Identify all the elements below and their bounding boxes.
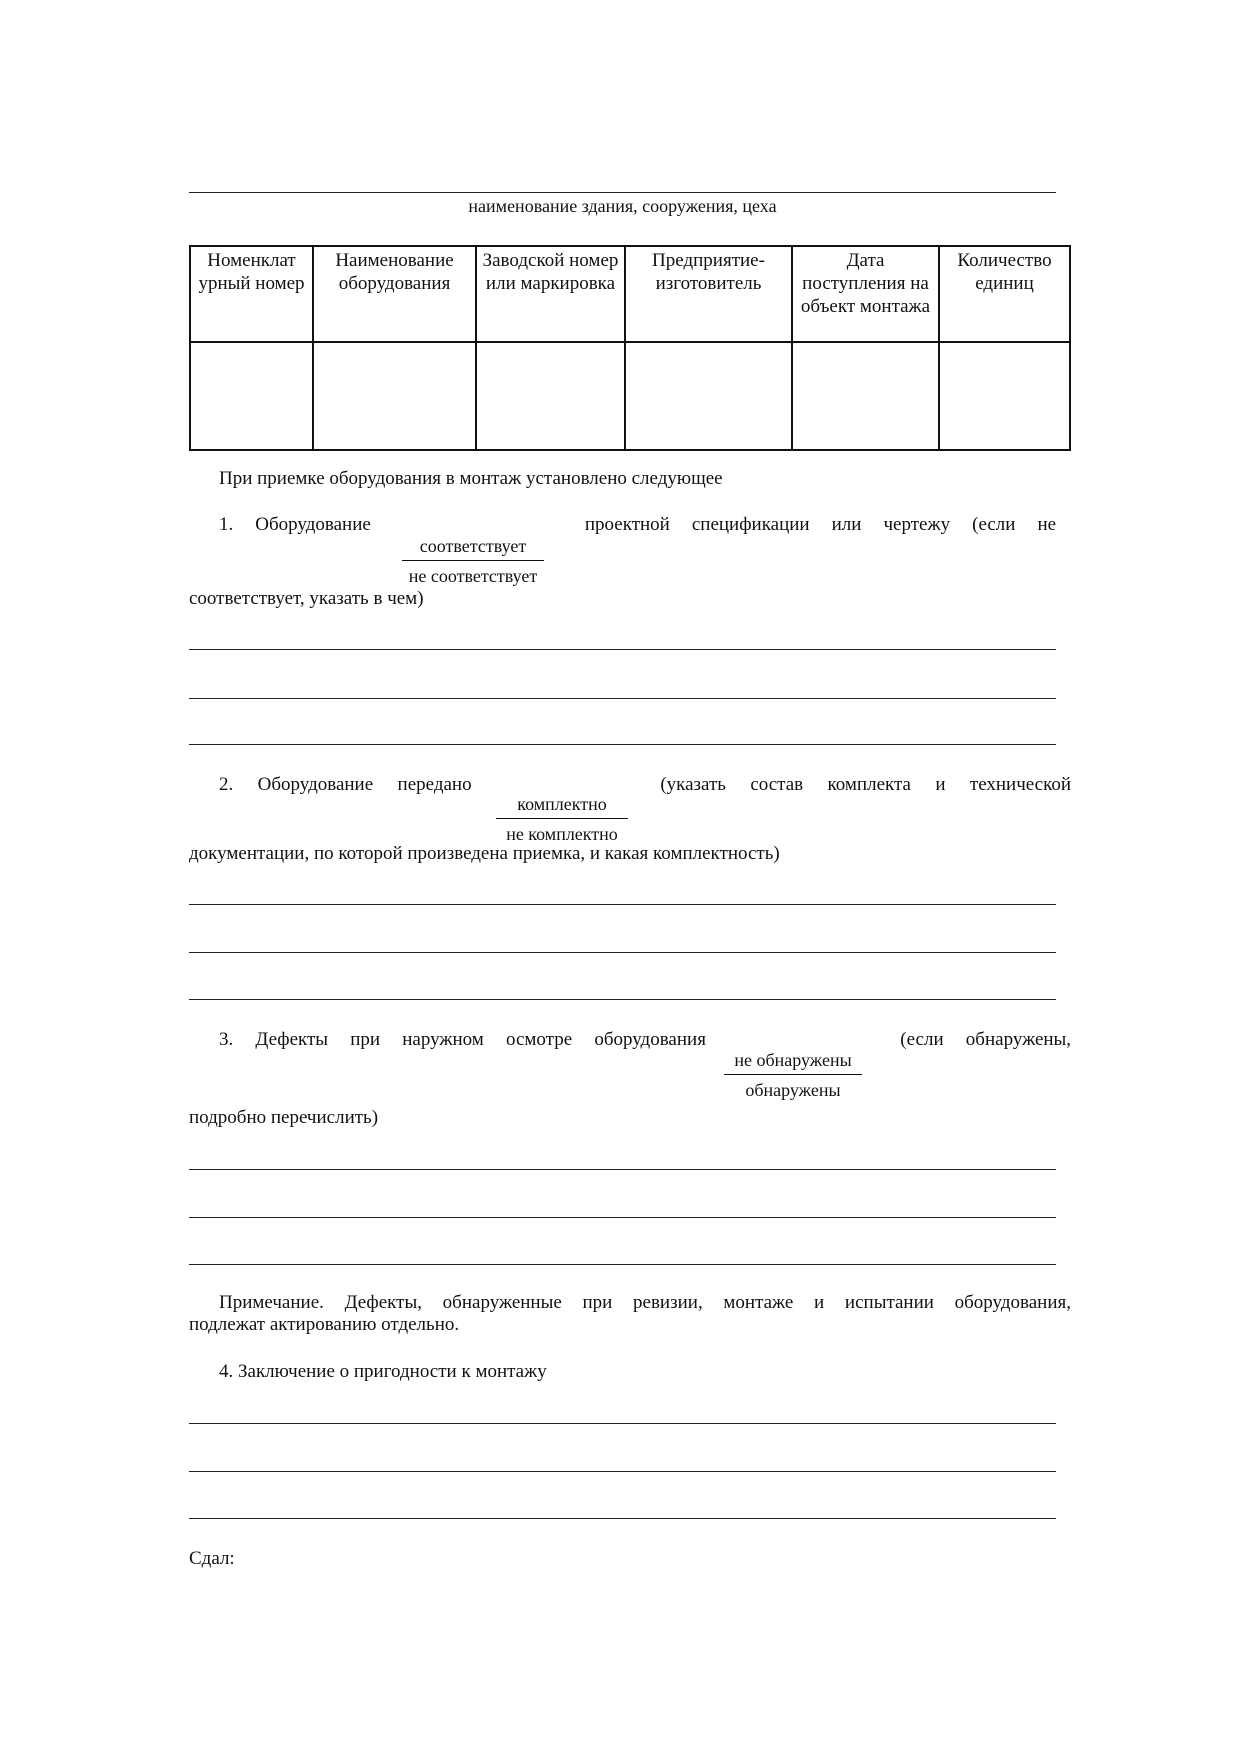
table-cell[interactable] — [625, 342, 792, 450]
blank-line[interactable] — [189, 649, 1056, 650]
word: при — [350, 1029, 381, 1050]
item4-heading: 4. Заключение о пригодности к монтажу — [219, 1361, 547, 1382]
intro-text: При приемке оборудования в монтаж установлено следующее — [219, 468, 723, 489]
item3-line — [189, 1029, 1071, 1051]
word: чертежу — [883, 514, 951, 535]
blank-line[interactable] — [189, 1264, 1056, 1265]
word: обнаружены, — [965, 1029, 1072, 1050]
blank-line[interactable] — [189, 744, 1056, 745]
table-cell[interactable] — [313, 342, 476, 450]
word: оборудования — [594, 1029, 706, 1050]
word: состав — [750, 774, 804, 795]
blank-line[interactable] — [189, 698, 1056, 699]
item3-continuation: подробно перечислить) — [189, 1107, 379, 1128]
conformity-choice — [402, 536, 544, 587]
blank-line[interactable] — [189, 904, 1056, 905]
word: технической — [969, 774, 1072, 795]
header-cell: Номенклат урный номер — [190, 246, 313, 342]
word: не — [1037, 514, 1057, 535]
header-cell: Заводской номер или маркировка — [476, 246, 625, 342]
word: Оборудование — [257, 774, 374, 795]
option-incomplete: не комплектно — [506, 824, 618, 844]
blank-line[interactable] — [189, 999, 1056, 1000]
option-not-found: не обнаружены — [724, 1050, 862, 1075]
completeness-choice — [496, 794, 628, 845]
word: и — [935, 774, 946, 795]
item1-line — [189, 514, 1056, 536]
word: (указать — [660, 774, 726, 795]
table-header-row — [190, 246, 1070, 342]
blank-line[interactable] — [189, 1518, 1056, 1519]
word: передано — [397, 774, 472, 795]
word: осмотре — [506, 1029, 573, 1050]
word: или — [831, 514, 862, 535]
blank-line[interactable] — [189, 1423, 1056, 1424]
header-cell: Наименование оборудования — [313, 246, 476, 342]
table-row — [190, 342, 1070, 450]
word: комплекта — [827, 774, 911, 795]
option-found: обнаружены — [745, 1080, 841, 1100]
option-not-conforms: не соответствует — [408, 566, 538, 586]
table-cell[interactable] — [939, 342, 1070, 450]
option-conforms: соответствует — [402, 536, 544, 561]
table-cell[interactable] — [190, 342, 313, 450]
defects-choice — [724, 1050, 862, 1101]
table-cell[interactable] — [476, 342, 625, 450]
header-cell: Предприятие-изготовитель — [625, 246, 792, 342]
blank-line[interactable] — [189, 1217, 1056, 1218]
blank-line[interactable] — [189, 1471, 1056, 1472]
header-cell: Дата поступления на объект монтажа — [792, 246, 939, 342]
word: (если — [900, 1029, 944, 1050]
blank-line[interactable] — [189, 952, 1056, 953]
building-name-line — [189, 192, 1056, 193]
word: спецификации — [691, 514, 810, 535]
building-caption: наименование здания, сооружения, цеха — [468, 196, 777, 216]
word: проектной — [584, 514, 670, 535]
word: Дефекты — [255, 1029, 329, 1050]
option-complete: комплектно — [496, 794, 628, 819]
word: Оборудование — [255, 514, 371, 535]
item1-continuation: соответствует, указать в чем) — [189, 588, 424, 609]
handed-over-label: Сдал: — [189, 1548, 235, 1569]
word: 3. — [219, 1029, 234, 1050]
equipment-table — [189, 245, 1071, 451]
word: 1. — [219, 514, 234, 535]
blank-line[interactable] — [189, 1169, 1056, 1170]
header-cell: Количество единиц — [939, 246, 1070, 342]
word: 2. — [219, 774, 234, 795]
item2-line — [189, 774, 1071, 796]
note-line2: подлежат актированию отдельно. — [189, 1314, 460, 1335]
word: (если — [972, 514, 1016, 535]
table-cell[interactable] — [792, 342, 939, 450]
word: наружном — [402, 1029, 484, 1050]
item2-continuation: документации, по которой произведена приемка, и какая комплектность) — [189, 843, 780, 864]
note-line1: Примечание. Дефекты, обнаруженные при ревизии, монтаже и испытании оборудования, — [219, 1292, 1071, 1313]
